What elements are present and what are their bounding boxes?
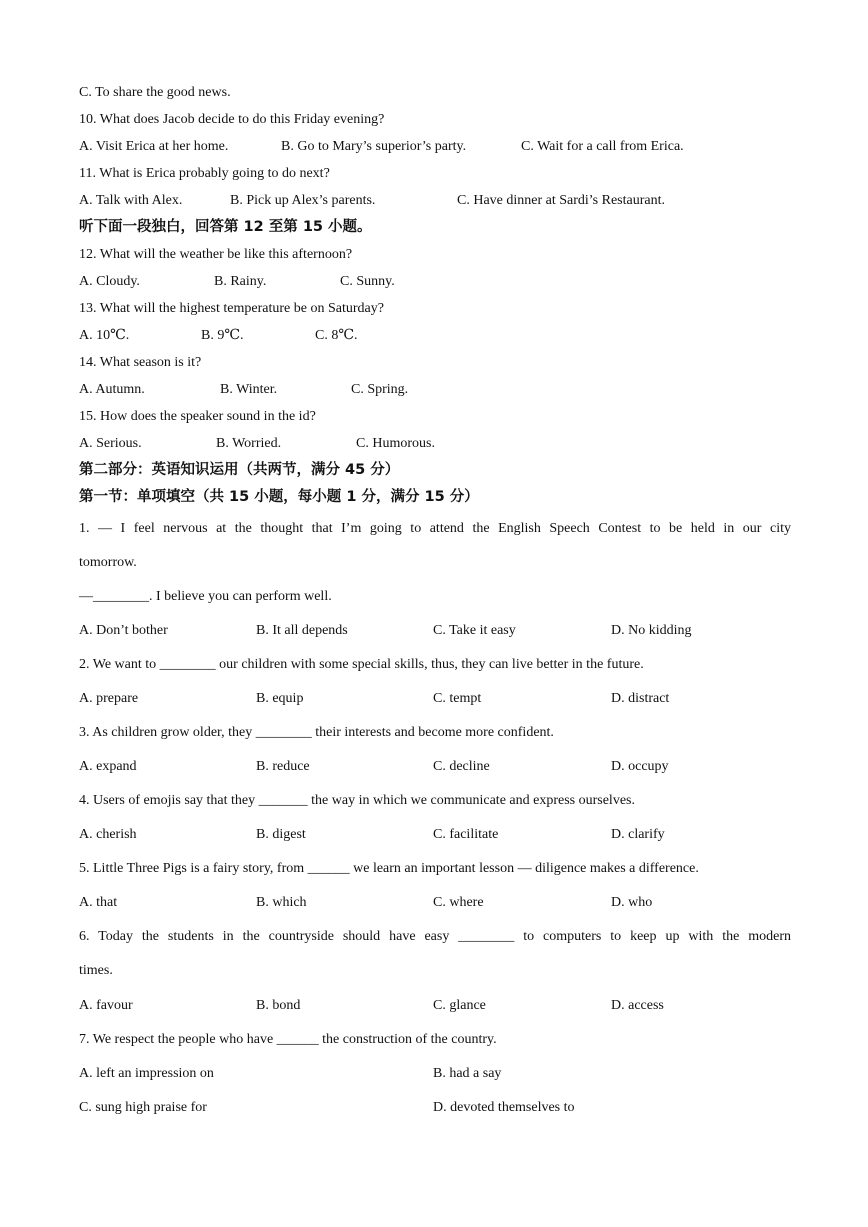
g1-option-c: C. Take it easy — [433, 623, 516, 638]
g2-option-a: A. prepare — [79, 691, 139, 706]
g2-question: 2. We want to ________ our children with some special skills, thus, they can live better in the future. — [79, 657, 644, 672]
section1-heading: 第一节：单项填空（共 15 小题，每小题 1 分，满分 15 分） — [79, 489, 479, 505]
g4-question: 4. Users of emojis say that they _______ the way in which we communicate and express ourselves. — [79, 793, 635, 808]
g1-question-line1: 1. — I feel nervous at the thought that I’m going to attend the English Speech Contest to be held in our city — [79, 521, 791, 536]
q13-option-b: B. 9℃. — [201, 328, 244, 343]
g5-option-d: D. who — [611, 895, 653, 910]
g6-option-b: B. bond — [256, 998, 301, 1013]
q12-option-c: C. Sunny. — [340, 274, 395, 289]
g7-question: 7. We respect the people who have ______ the construction of the country. — [79, 1032, 497, 1047]
q13-option-c: C. 8℃. — [315, 328, 358, 343]
g2-option-b: B. equip — [256, 691, 304, 706]
g1-question-line2: tomorrow. — [79, 555, 137, 570]
g5-option-b: B. which — [256, 895, 307, 910]
q15-option-c: C. Humorous. — [356, 436, 435, 451]
g3-option-c: C. decline — [433, 759, 490, 774]
g6-question-line2: times. — [79, 963, 113, 978]
q9-option-c: C. To share the good news. — [79, 85, 231, 100]
q12-question: 12. What will the weather be like this afternoon? — [79, 247, 353, 262]
g6-option-a: A. favour — [79, 998, 133, 1013]
g3-option-d: D. occupy — [611, 759, 669, 774]
g5-option-c: C. where — [433, 895, 484, 910]
g6-option-d: D. access — [611, 998, 664, 1013]
q15-option-a: A. Serious. — [79, 436, 142, 451]
g1-option-b: B. It all depends — [256, 623, 348, 638]
q10-question: 10. What does Jacob decide to do this Friday evening? — [79, 112, 385, 127]
q10-option-c: C. Wait for a call from Erica. — [521, 139, 684, 154]
g1-reply: —________. I believe you can perform well. — [79, 589, 332, 604]
g5-question: 5. Little Three Pigs is a fairy story, from ______ we learn an important lesson — diligence makes a difference. — [79, 861, 699, 876]
q11-option-c: C. Have dinner at Sardi’s Restaurant. — [457, 193, 666, 208]
g7-option-a: A. left an impression on — [79, 1066, 214, 1081]
q12-option-a: A. Cloudy. — [79, 274, 140, 289]
g6-question-line1: 6. Today the students in the countryside should have easy ________ to computers to keep up with the modern — [79, 929, 791, 944]
q10-option-b: B. Go to Mary’s superior’s party. — [281, 139, 467, 154]
q14-option-a: A. Autumn. — [79, 382, 145, 397]
g3-question: 3. As children grow older, they ________ their interests and become more confident. — [79, 725, 554, 740]
g7-option-c: C. sung high praise for — [79, 1100, 207, 1115]
q15-option-b: B. Worried. — [216, 436, 282, 451]
q14-option-b: B. Winter. — [220, 382, 278, 397]
q15-question: 15. How does the speaker sound in the id? — [79, 409, 316, 424]
q11-question: 11. What is Erica probably going to do next? — [79, 166, 330, 181]
monologue-heading: 听下面一段独白，回答第 12 至第 15 小题。 — [79, 219, 372, 235]
g1-option-d: D. No kidding — [611, 623, 692, 638]
q14-option-c: C. Spring. — [351, 382, 409, 397]
g4-option-a: A. cherish — [79, 827, 137, 842]
g2-option-c: C. tempt — [433, 691, 482, 706]
g7-option-d: D. devoted themselves to — [433, 1100, 575, 1115]
g4-option-c: C. facilitate — [433, 827, 499, 842]
g4-option-d: D. clarify — [611, 827, 665, 842]
q12-option-b: B. Rainy. — [214, 274, 267, 289]
g2-option-d: D. distract — [611, 691, 670, 706]
q13-question: 13. What will the highest temperature be on Saturday? — [79, 301, 384, 316]
part2-heading: 第二部分：英语知识运用（共两节，满分 45 分） — [79, 462, 400, 478]
g7-option-b: B. had a say — [433, 1066, 502, 1081]
g5-option-a: A. that — [79, 895, 118, 910]
g3-option-a: A. expand — [79, 759, 137, 774]
q11-option-a: A. Talk with Alex. — [79, 193, 183, 208]
g1-option-a: A. Don’t bother — [79, 623, 168, 638]
g3-option-b: B. reduce — [256, 759, 310, 774]
q13-option-a: A. 10℃. — [79, 328, 130, 343]
g6-option-c: C. glance — [433, 998, 486, 1013]
g4-option-b: B. digest — [256, 827, 306, 842]
q14-question: 14. What season is it? — [79, 355, 202, 370]
q11-option-b: B. Pick up Alex’s parents. — [230, 193, 376, 208]
q10-option-a: A. Visit Erica at her home. — [79, 139, 229, 154]
